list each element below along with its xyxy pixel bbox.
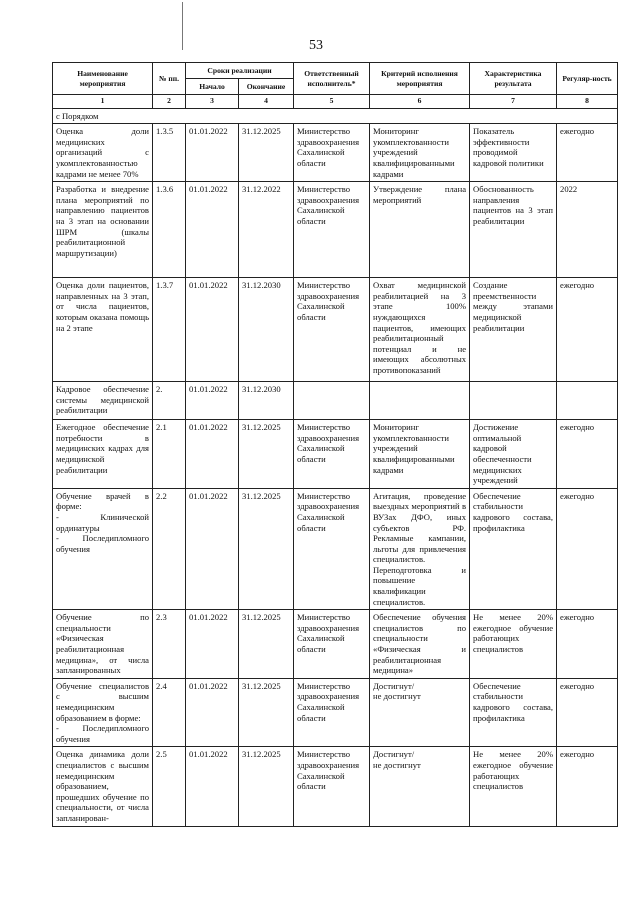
cell-end: 31.12.2025 xyxy=(239,610,294,679)
cell-executor: Министерство здравоохранения Сахалинской области xyxy=(294,124,370,182)
cell-start: 01.01.2022 xyxy=(186,382,239,420)
cell-end: 31.12.2025 xyxy=(239,488,294,610)
header-num: № пп. xyxy=(153,63,186,95)
cell-start: 01.01.2022 xyxy=(186,278,239,382)
header-result: Характеристика результата xyxy=(470,63,557,95)
cell-name: Кадровое обеспечение системы медицинской реабилитации xyxy=(53,382,153,420)
cell-executor: Министерство здравоохранения Сахалинской области xyxy=(294,747,370,826)
cell-regularity: 2022 xyxy=(557,182,618,278)
cell-regularity: ежегодно xyxy=(557,278,618,382)
cell-result xyxy=(470,382,557,420)
cell-end: 31.12.2030 xyxy=(239,278,294,382)
cell-regularity: ежегодно xyxy=(557,488,618,610)
cell-num: 1.3.6 xyxy=(153,182,186,278)
cell-start: 01.01.2022 xyxy=(186,678,239,747)
cell-name: Обучение по специальности «Физическая реабилитационная медицина», от числа запланированных xyxy=(53,610,153,679)
cell-criterion: Достигнут/ не достигнут xyxy=(370,678,470,747)
cell-result: Обеспечение стабильности кадрового состава, профилактика xyxy=(470,488,557,610)
table-row xyxy=(53,420,618,489)
section-row xyxy=(53,108,618,124)
cell-regularity: ежегодно xyxy=(557,610,618,679)
column-number: 8 xyxy=(557,95,618,109)
cell-start: 01.01.2022 xyxy=(186,420,239,489)
header-period: Сроки реализации xyxy=(186,63,294,79)
cell-name: Обучение специалистов с высшим немедицинским образованием в форме: - Последипломного обучения xyxy=(53,678,153,747)
cell-num: 2.2 xyxy=(153,488,186,610)
cell-num: 2.1 xyxy=(153,420,186,489)
cell-result: Обеспечение стабильности кадрового состава, профилактика xyxy=(470,678,557,747)
cell-regularity xyxy=(557,382,618,420)
table-row xyxy=(53,747,618,826)
header-regularity: Регуляр-ность xyxy=(557,63,618,95)
header-name: Наименование мероприятия xyxy=(53,63,153,95)
page-number: 53 xyxy=(309,38,323,53)
cell-executor: Министерство здравоохранения Сахалинской области xyxy=(294,182,370,278)
cell-end: 31.12.2022 xyxy=(239,182,294,278)
cell-criterion: Мониторинг укомплектованности учреждений квалифицированными кадрами xyxy=(370,420,470,489)
header-executor: Ответственный исполнитель* xyxy=(294,63,370,95)
cell-criterion: Достигнут/ не достигнут xyxy=(370,747,470,826)
cell-num: 2. xyxy=(153,382,186,420)
header-end: Окончание xyxy=(239,79,294,95)
cell-executor: Министерство здравоохранения Сахалинской области xyxy=(294,488,370,610)
cell-start: 01.01.2022 xyxy=(186,747,239,826)
cell-criterion xyxy=(370,382,470,420)
column-number: 5 xyxy=(294,95,370,109)
cell-name: Оценка доли медицинских организаций с укомплектованностью кадрами не менее 70% xyxy=(53,124,153,182)
cell-criterion: Обеспечение обучения специалистов по специальности «Физическая и реабилитационная медицина» xyxy=(370,610,470,679)
cell-num: 1.3.7 xyxy=(153,278,186,382)
cell-name: Оценка доли пациентов, направленных на 3 этап, от числа пациентов, которым оказана помощь на 2 этапе xyxy=(53,278,153,382)
cell-result: Не менее 20% ежегодное обучение работающих специалистов xyxy=(470,610,557,679)
cell-result: Не менее 20% ежегодное обучение работающих специалистов xyxy=(470,747,557,826)
cell-name: Ежегодное обеспечение потребности в медицинских кадрах для медицинской реабилитации xyxy=(53,420,153,489)
cell-start: 01.01.2022 xyxy=(186,488,239,610)
table-row xyxy=(53,488,618,610)
column-number: 4 xyxy=(239,95,294,109)
cell-criterion: Охват медицинской реабилитацией на 3 этапе 100% нуждающихся пациентов, имеющих реабилитационный потенциал и не имеющих абсолютных противопоказаний xyxy=(370,278,470,382)
cell-executor: Министерство здравоохранения Сахалинской области xyxy=(294,610,370,679)
table-row xyxy=(53,382,618,420)
cell-name: Обучение врачей в форме: - Клинической ординатуры - Последипломного обучения xyxy=(53,488,153,610)
cell-num: 2.5 xyxy=(153,747,186,826)
cell-result: Достижение оптимальной кадровой обеспеченности медицинских учреждений xyxy=(470,420,557,489)
cell-end: 31.12.2025 xyxy=(239,678,294,747)
cell-criterion: Мониторинг укомплектованности учреждений квалифицированными кадрами xyxy=(370,124,470,182)
header-start: Начало xyxy=(186,79,239,95)
table-row xyxy=(53,182,618,278)
table-row xyxy=(53,610,618,679)
cell-regularity: ежегодно xyxy=(557,678,618,747)
table-row xyxy=(53,278,618,382)
table-row xyxy=(53,678,618,747)
cell-num: 2.3 xyxy=(153,610,186,679)
column-number: 6 xyxy=(370,95,470,109)
header-criterion: Критерий исполнения мероприятия xyxy=(370,63,470,95)
column-number: 3 xyxy=(186,95,239,109)
column-number: 7 xyxy=(470,95,557,109)
cell-regularity: ежегодно xyxy=(557,420,618,489)
section-label: с Порядком xyxy=(53,108,618,124)
cell-end: 31.12.2030 xyxy=(239,382,294,420)
measures-table xyxy=(52,62,618,827)
cell-result: Обоснованность направления пациентов на 3 этап реабилитации xyxy=(470,182,557,278)
cell-executor: Министерство здравоохранения Сахалинской области xyxy=(294,278,370,382)
cell-name: Оценка динамика доли специалистов с высшим немедицинским образованием, прошедших обучение по специальности, от числа запланирован- xyxy=(53,747,153,826)
cell-executor xyxy=(294,382,370,420)
cell-executor: Министерство здравоохранения Сахалинской области xyxy=(294,678,370,747)
cell-executor: Министерство здравоохранения Сахалинской области xyxy=(294,420,370,489)
cell-name: Разработка и внедрение плана мероприятий по направлению пациентов на 3 этап на основании ШРМ (шкалы реабилитационной маршрутизации) xyxy=(53,182,153,278)
column-number: 1 xyxy=(53,95,153,109)
cell-regularity: ежегодно xyxy=(557,747,618,826)
cell-start: 01.01.2022 xyxy=(186,610,239,679)
cell-num: 2.4 xyxy=(153,678,186,747)
cell-start: 01.01.2022 xyxy=(186,124,239,182)
cell-end: 31.12.2025 xyxy=(239,747,294,826)
cell-end: 31.12.2025 xyxy=(239,124,294,182)
table-row xyxy=(53,124,618,182)
cell-regularity: ежегодно xyxy=(557,124,618,182)
cell-criterion: Утверждение плана мероприятий xyxy=(370,182,470,278)
cell-start: 01.01.2022 xyxy=(186,182,239,278)
cell-result: Показатель эффективности проводимой кадровой политики xyxy=(470,124,557,182)
cell-num: 1.3.5 xyxy=(153,124,186,182)
column-number-row xyxy=(53,95,618,109)
cell-end: 31.12.2025 xyxy=(239,420,294,489)
column-number: 2 xyxy=(153,95,186,109)
cell-result: Создание преемственности между этапами медицинской реабилитации xyxy=(470,278,557,382)
cell-criterion: Агитация, проведение выездных мероприятий в ВУЗах ДФО, иных субъектов РФ. Рекламные кампании, льготы для привлечения специалистов. Переподготовка и повышение квалификации специалистов. xyxy=(370,488,470,610)
